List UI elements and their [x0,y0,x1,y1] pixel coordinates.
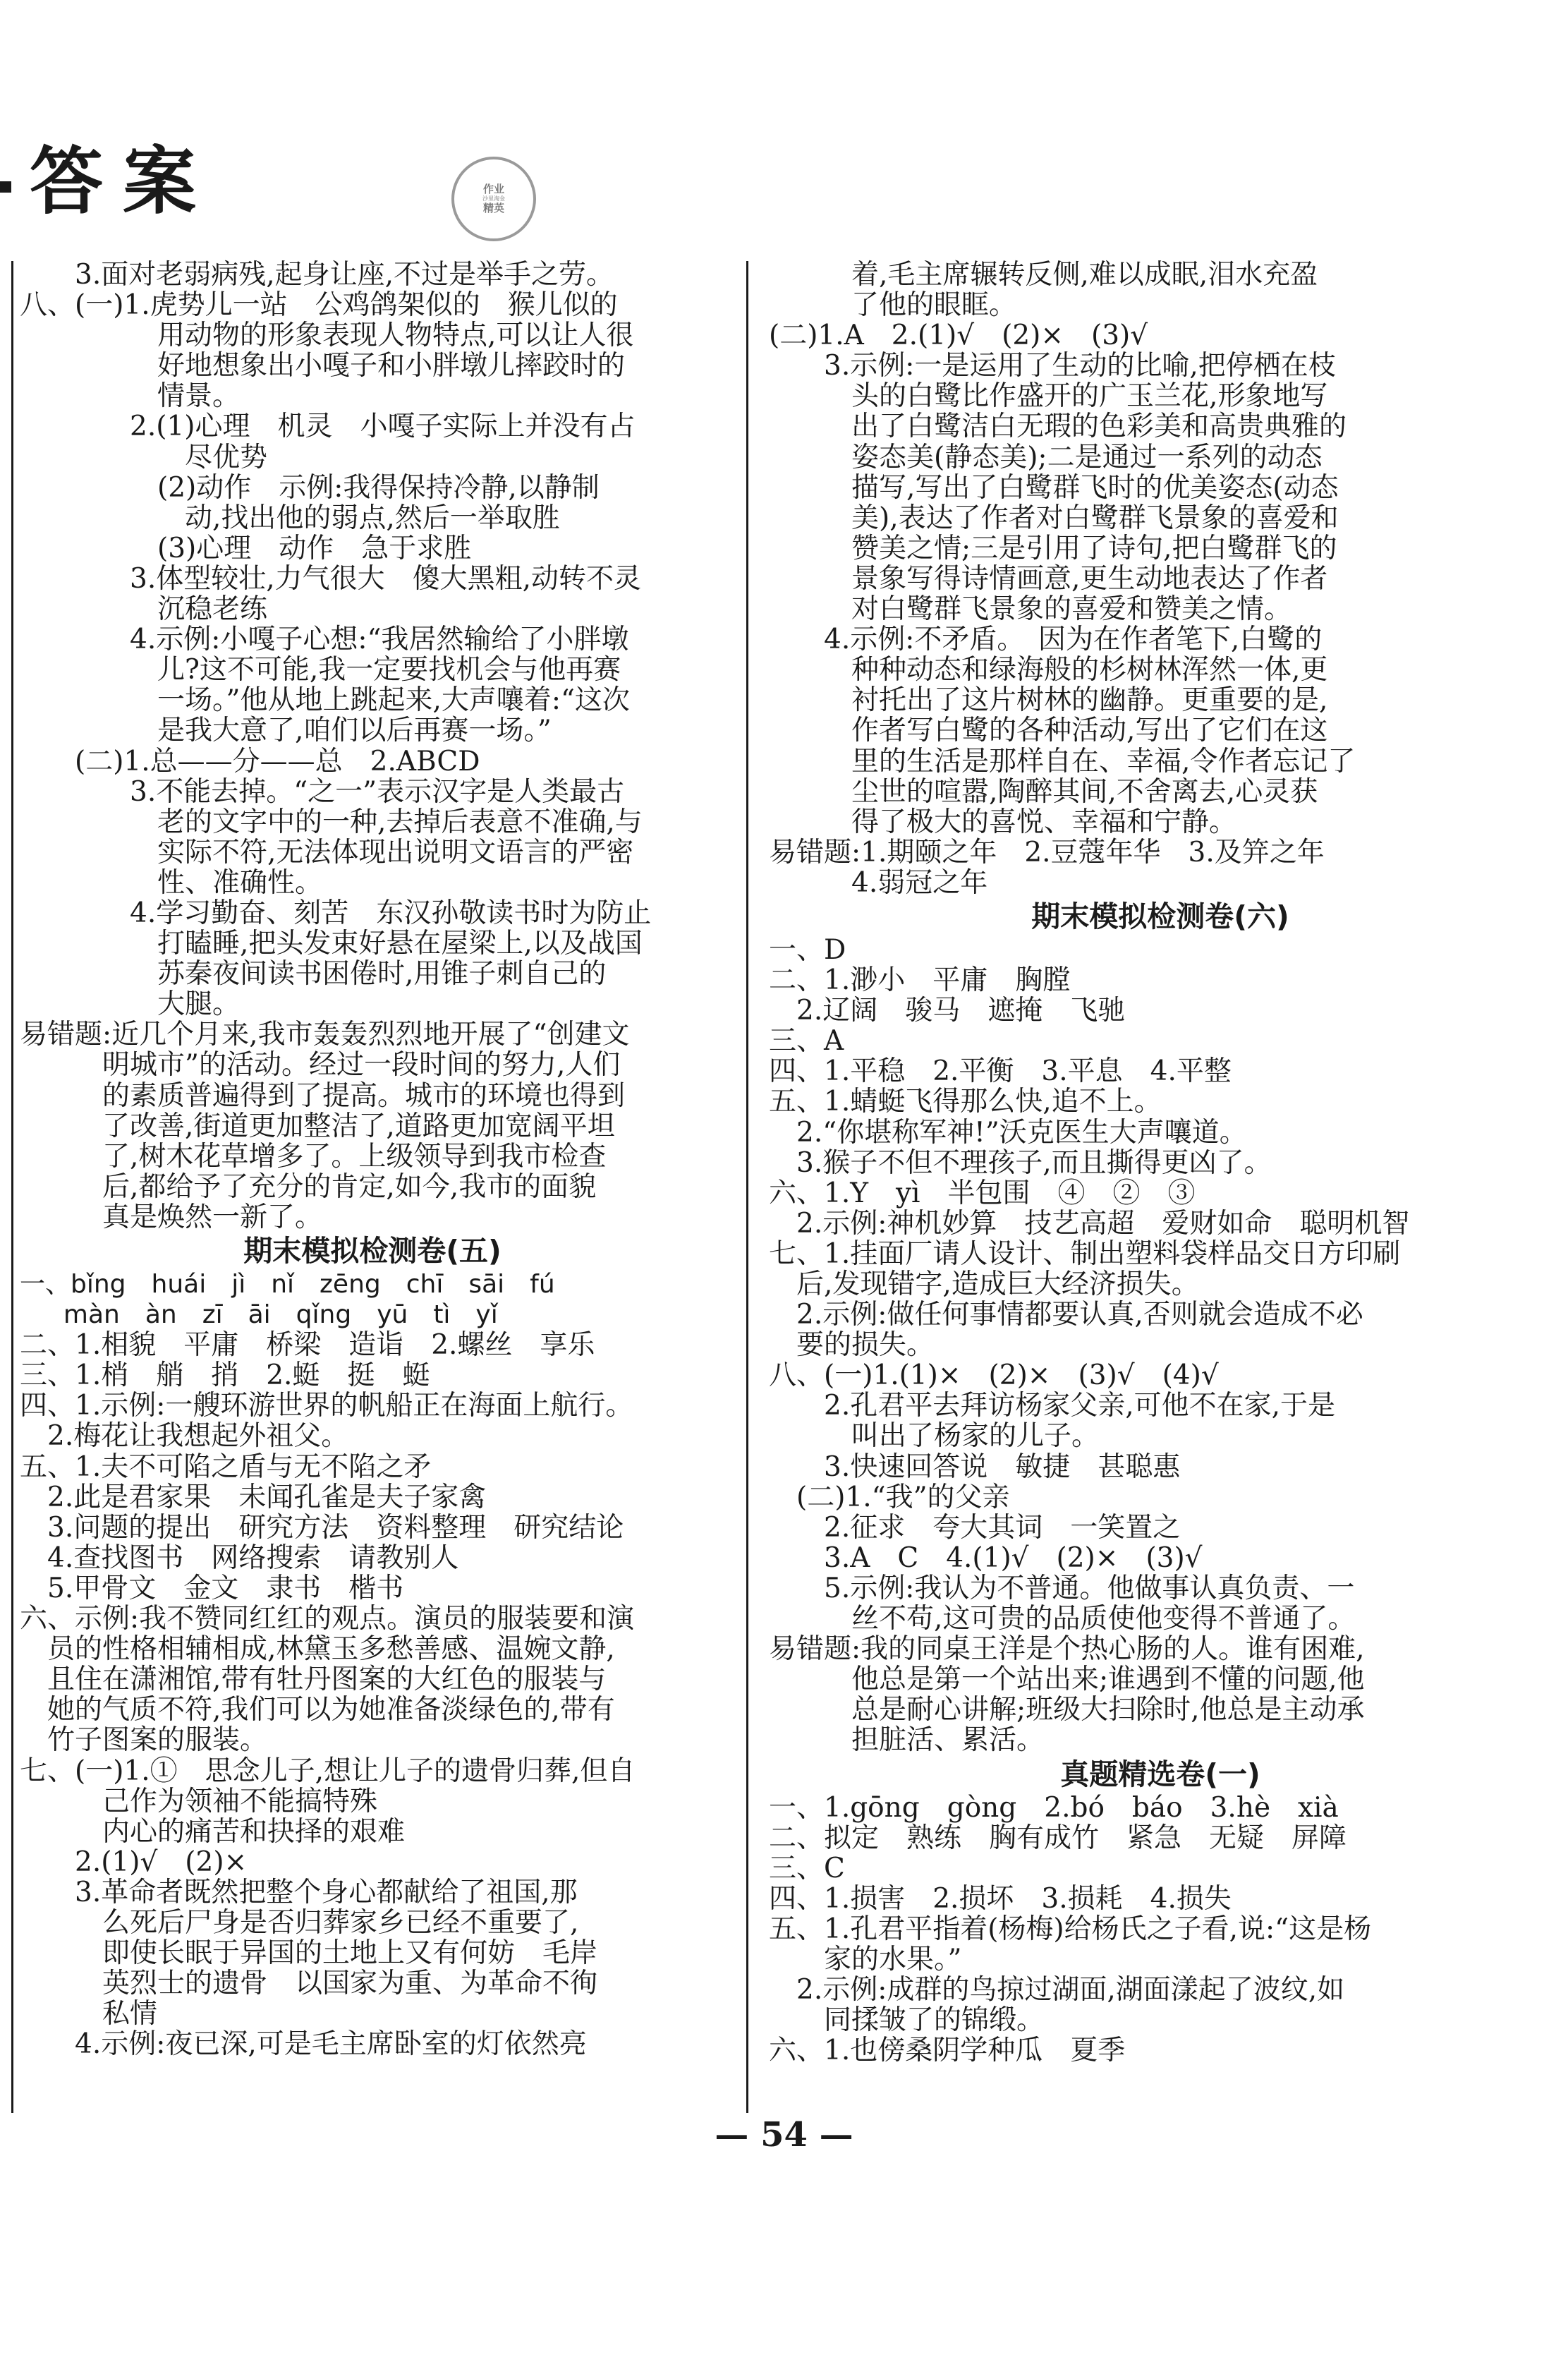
answer-line: 要的损失。 [796,1329,935,1362]
section-title: 真题精选卷(一) [1060,1757,1260,1791]
answer-line: 英烈士的遗骨 以国家为重、为革命不徇 [102,1968,598,2000]
answer-line: 4.示例:小嘎子心想:“我居然输给了小胖墩 [130,624,629,656]
answer-line: (2)动作 示例:我得保持冷静,以静制 [157,471,600,504]
answer-line: 沉稳老练 [157,593,268,626]
answer-line: 2.征求 夸大其词 一笑置之 [824,1511,1181,1544]
answer-line: 六、1.Y yì 半包围 ④ ② ③ [769,1177,1196,1209]
answer-line: 作者写白鹭的各种活动,写出了它们在这 [851,715,1328,747]
answer-line: 里的生活是那样自在、幸福,令作者忘记了 [851,745,1356,777]
answer-line: 一、D [769,933,846,966]
answer-line: 姿态美(静态美);二是通过一系列的动态 [851,441,1323,473]
answer-line: 打瞌睡,把头发束好悬在屋梁上,以及战国 [157,928,643,960]
answer-line: 3.问题的提出 研究方法 资料整理 研究结论 [47,1511,624,1544]
answer-line: 4.弱冠之年 [851,866,988,899]
seal-bottom-text: 精英 [482,201,504,214]
answer-line: 种种动态和绿海般的杉树林浑然一体,更 [851,654,1328,686]
answer-line: 2.辽阔 骏马 遮掩 飞驰 [796,995,1126,1027]
answer-line: 美),表达了作者对白鹭群飞景象的喜爱和 [851,502,1339,534]
answer-line: 内心的痛苦和抉择的艰难 [102,1815,406,1848]
answer-line: 大腿。 [157,988,241,1021]
answer-line: 同揉皱了的锦缎。 [824,2004,1045,2037]
answer-line: 她的气质不符,我们可以为她准备淡绿色的,带有 [47,1694,615,1726]
answer-line: 着,毛主席辗转反侧,难以成眠,泪水充盈 [851,259,1318,291]
answer-line: 家的水果。” [824,1943,962,1975]
answer-line: 4.查找图书 网络搜索 请教别人 [47,1542,459,1574]
answer-line: 景象写得诗情画意,更生动地表达了作者 [851,562,1328,595]
page-header-title [0,138,217,224]
answer-line: 员的性格相辅相成,林黛玉多愁善感、温婉文静, [47,1633,615,1666]
answer-line: 好地想象出小嘎子和小胖墩儿摔跤时的 [157,350,626,382]
answer-line: 明城市”的活动。经过一段时间的努力,人们 [102,1049,621,1082]
answer-line: 尽优势 [185,441,268,473]
answer-line: 儿?这不可能,我一定要找机会与他再赛 [157,654,621,686]
answer-line: 动,找出他的弱点,然后一举取胜 [185,502,560,534]
answer-line: 赞美之情;三是引用了诗句,把白鹭群飞的 [851,532,1337,564]
answer-line: 三、1.梢 艄 捎 2.蜓 挺 蜓 [20,1359,430,1392]
page-number: — 54 — [715,2115,853,2155]
answer-line: 4.学习勤奋、刻苦 东汉孙敬读书时为防止 [130,897,652,929]
answer-line: 4.示例:夜已深,可是毛主席卧室的灯依然亮 [75,2028,587,2061]
answer-line: 四、1.损害 2.损坏 3.损耗 4.损失 [769,1882,1232,1915]
header-bar-mark [0,181,11,193]
answer-line: 即使长眠于异国的土地上又有何妨 毛岸 [102,1937,598,1970]
answer-line: 五、1.孔君平指着(杨梅)给杨氏之子看,说:“这是杨 [769,1913,1372,1945]
answer-line: 2.示例:成群的鸟掠过湖面,湖面漾起了波纹,如 [796,1974,1345,2006]
answer-line: 实际不符,无法体现出说明文语言的严密 [157,836,634,868]
answer-line: 是我大意了,咱们以后再赛一场。” [157,715,552,747]
stamp-seal [451,157,536,241]
answer-line: 且住在潇湘馆,带有牡丹图案的大红色的服装与 [47,1664,607,1696]
answer-line: 他总是第一个站出来;谁遇到不懂的问题,他 [851,1664,1365,1696]
answer-line: 3.快速回答说 敏捷 甚聪惠 [824,1451,1181,1483]
pinyin-line: màn àn zī āi qǐng yū tì yǐ [47,1300,498,1330]
answer-line: 己作为领袖不能搞特殊 [102,1785,378,1817]
answer-line: 七、1.挂面厂请人设计、制出塑料袋样品交日方印刷 [769,1237,1401,1270]
seal-middle-text: 沙里淘金 [482,195,505,202]
section-title: 期末模拟检测卷(六) [1031,899,1289,933]
answer-line: 八、(一)1.(1)× (2)× (3)√ (4)√ [769,1359,1219,1392]
answer-line: 了他的眼眶。 [851,289,1017,322]
answer-line: 二、1.渺小 平庸 胸膛 [769,964,1071,997]
answer-line: 后,都给予了充分的肯定,如今,我市的面貌 [102,1170,597,1203]
answer-line: 3.猴子不但不理孩子,而且撕得更凶了。 [796,1146,1272,1179]
seal-top-text: 作业 [482,183,504,196]
header-title-text: 答案 [30,138,217,224]
pinyin-line: 一、bǐng huái jì nǐ zēng chī sāi fú [20,1270,555,1299]
section-title: 期末模拟检测卷(五) [243,1234,502,1268]
answer-line: 3.体型较壮,力气很大 傻大黑粗,动转不灵 [130,562,642,595]
answer-line: 六、1.也傍桑阴学种瓜 夏季 [769,2035,1126,2067]
answer-line: 3.面对老弱病残,起身让座,不过是举手之劳。 [75,259,614,291]
answer-line: 二、1.相貌 平庸 桥梁 造诣 2.螺丝 享乐 [20,1329,595,1362]
answer-line: (二)1.“我”的父亲 [796,1481,1010,1513]
answer-line: 的素质普遍得到了提高。城市的环境也得到 [102,1079,626,1112]
answer-line: 2.示例:神机妙算 技艺高超 爱财如命 聪明机智 [796,1207,1410,1240]
answer-line: 情景。 [157,380,241,413]
answer-line: 易错题:我的同桌王洋是个热心肠的人。谁有困难, [769,1633,1365,1666]
answer-line: 一、1.gōng gòng 2.bó báo 3.hè xià [769,1791,1339,1824]
answer-line: 五、1.夫不可陷之盾与无不陷之矛 [20,1451,432,1483]
answer-line: 总是耐心讲解;班级大扫除时,他总是主动承 [851,1694,1365,1726]
answer-line: 尘世的喧嚣,陶醉其间,不舍离去,心灵获 [851,775,1318,808]
answer-line: 3.A C 4.(1)√ (2)× (3)√ [824,1542,1203,1574]
answer-line: 后,发现错字,造成巨大经济损失。 [796,1268,1199,1300]
answer-line: (3)心理 动作 急于求胜 [157,532,472,564]
answer-line: 三、C [769,1852,845,1884]
answer-line: 竹子图案的服装。 [47,1724,268,1757]
answer-line: 2.示例:做任何事情都要认真,否则就会造成不必 [796,1299,1363,1331]
answer-line: 丝不苟,这可贵的品质使他变得不普通了。 [851,1603,1356,1635]
answer-line: 衬托出了这片树林的幽静。更重要的是, [851,684,1328,717]
answer-line: 私情 [102,1998,158,2030]
answer-line: 五、1.蜻蜓飞得那么快,追不上。 [769,1086,1162,1118]
answer-line: 一场。”他从地上跳起来,大声嚷着:“这次 [157,684,630,717]
answer-line: 2.“你堪称军神!”沃克医生大声嚷道。 [796,1116,1247,1149]
answer-line: 用动物的形象表现人物特点,可以让人很 [157,320,634,352]
answer-line: 了改善,街道更加整洁了,道路更加宽阔平坦 [102,1110,615,1142]
answer-line: 性、准确性。 [157,866,323,899]
answer-line: 2.梅花让我想起外祖父。 [47,1420,349,1453]
answer-line: 七、(一)1.① 思念儿子,想让儿子的遗骨归葬,但自 [20,1755,636,1787]
answer-line: 描写,写出了白鹭群飞时的优美姿态(动态 [851,471,1339,504]
answer-line: 担脏活、累活。 [851,1724,1045,1757]
answer-line: 三、A [769,1025,844,1058]
answer-line: 真是焕然一新了。 [102,1201,323,1233]
answer-column-right [769,260,1552,2066]
answer-line: 苏秦夜间读书困倦时,用锥子刺自己的 [157,958,607,991]
answer-line: 四、1.平稳 2.平衡 3.平息 4.平整 [769,1055,1232,1088]
answer-column-left [20,260,725,2059]
answer-line: 5.甲骨文 金文 隶书 楷书 [47,1572,404,1604]
answer-line: 2.(1)√ (2)× [75,1846,248,1878]
answer-line: 2.孔君平去拜访杨家父亲,可他不在家,于是 [824,1390,1336,1422]
answer-line: (二)1.A 2.(1)√ (2)× (3)√ [769,320,1148,352]
answer-line: 4.示例:不矛盾。 因为在作者笔下,白鹭的 [824,624,1323,656]
answer-line: 出了白鹭洁白无瑕的色彩美和高贵典雅的 [851,411,1347,443]
answer-line: 得了极大的喜悦、幸福和宁静。 [851,806,1237,838]
answer-line: 八、(一)1.虎势儿一站 公鸡鸽架似的 猴儿似的 [20,289,618,322]
answer-line: 么死后尸身是否归葬家乡已经不重要了, [102,1906,579,1939]
column-divider-rule [746,261,748,2113]
answer-line: 老的文字中的一种,去掉后表意不准确,与 [157,806,643,838]
answer-line: 叫出了杨家的儿子。 [851,1420,1100,1453]
answer-line: 2.此是君家果 未闻孔雀是夫子家禽 [47,1481,487,1513]
answer-line: 3.革命者既然把整个身心都献给了祖国,那 [75,1876,578,1908]
answer-line: 对白鹭群飞景象的喜爱和赞美之情。 [851,593,1292,626]
answer-line: 六、示例:我不赞同红红的观点。演员的服装要和演 [20,1603,635,1635]
answer-line: 3.示例:一是运用了生动的比喻,把停栖在枝 [824,350,1336,382]
answer-line: 四、1.示例:一艘环游世界的帆船正在海面上航行。 [20,1390,633,1422]
answer-line: 易错题:近几个月来,我市轰轰烈烈地开展了“创建文 [20,1019,630,1051]
answer-line: 易错题:1.期颐之年 2.豆蔻年华 3.及笄之年 [769,836,1325,868]
answer-line: 2.(1)心理 机灵 小嘎子实际上并没有占 [130,411,636,443]
answer-line: (二)1.总——分——总 2.ABCD [75,745,480,777]
answer-line: 了,树木花草增多了。上级领导到我市检查 [102,1140,607,1173]
answer-line: 二、拟定 熟练 胸有成竹 紧急 无疑 屏障 [769,1822,1347,1854]
answer-line: 3.不能去掉。“之一”表示汉字是人类最古 [130,775,625,808]
answer-line: 头的白鹭比作盛开的广玉兰花,形象地写 [851,380,1328,413]
answer-line: 5.示例:我认为不普通。他做事认真负责、一 [824,1572,1355,1604]
left-margin-rule [11,261,13,2113]
